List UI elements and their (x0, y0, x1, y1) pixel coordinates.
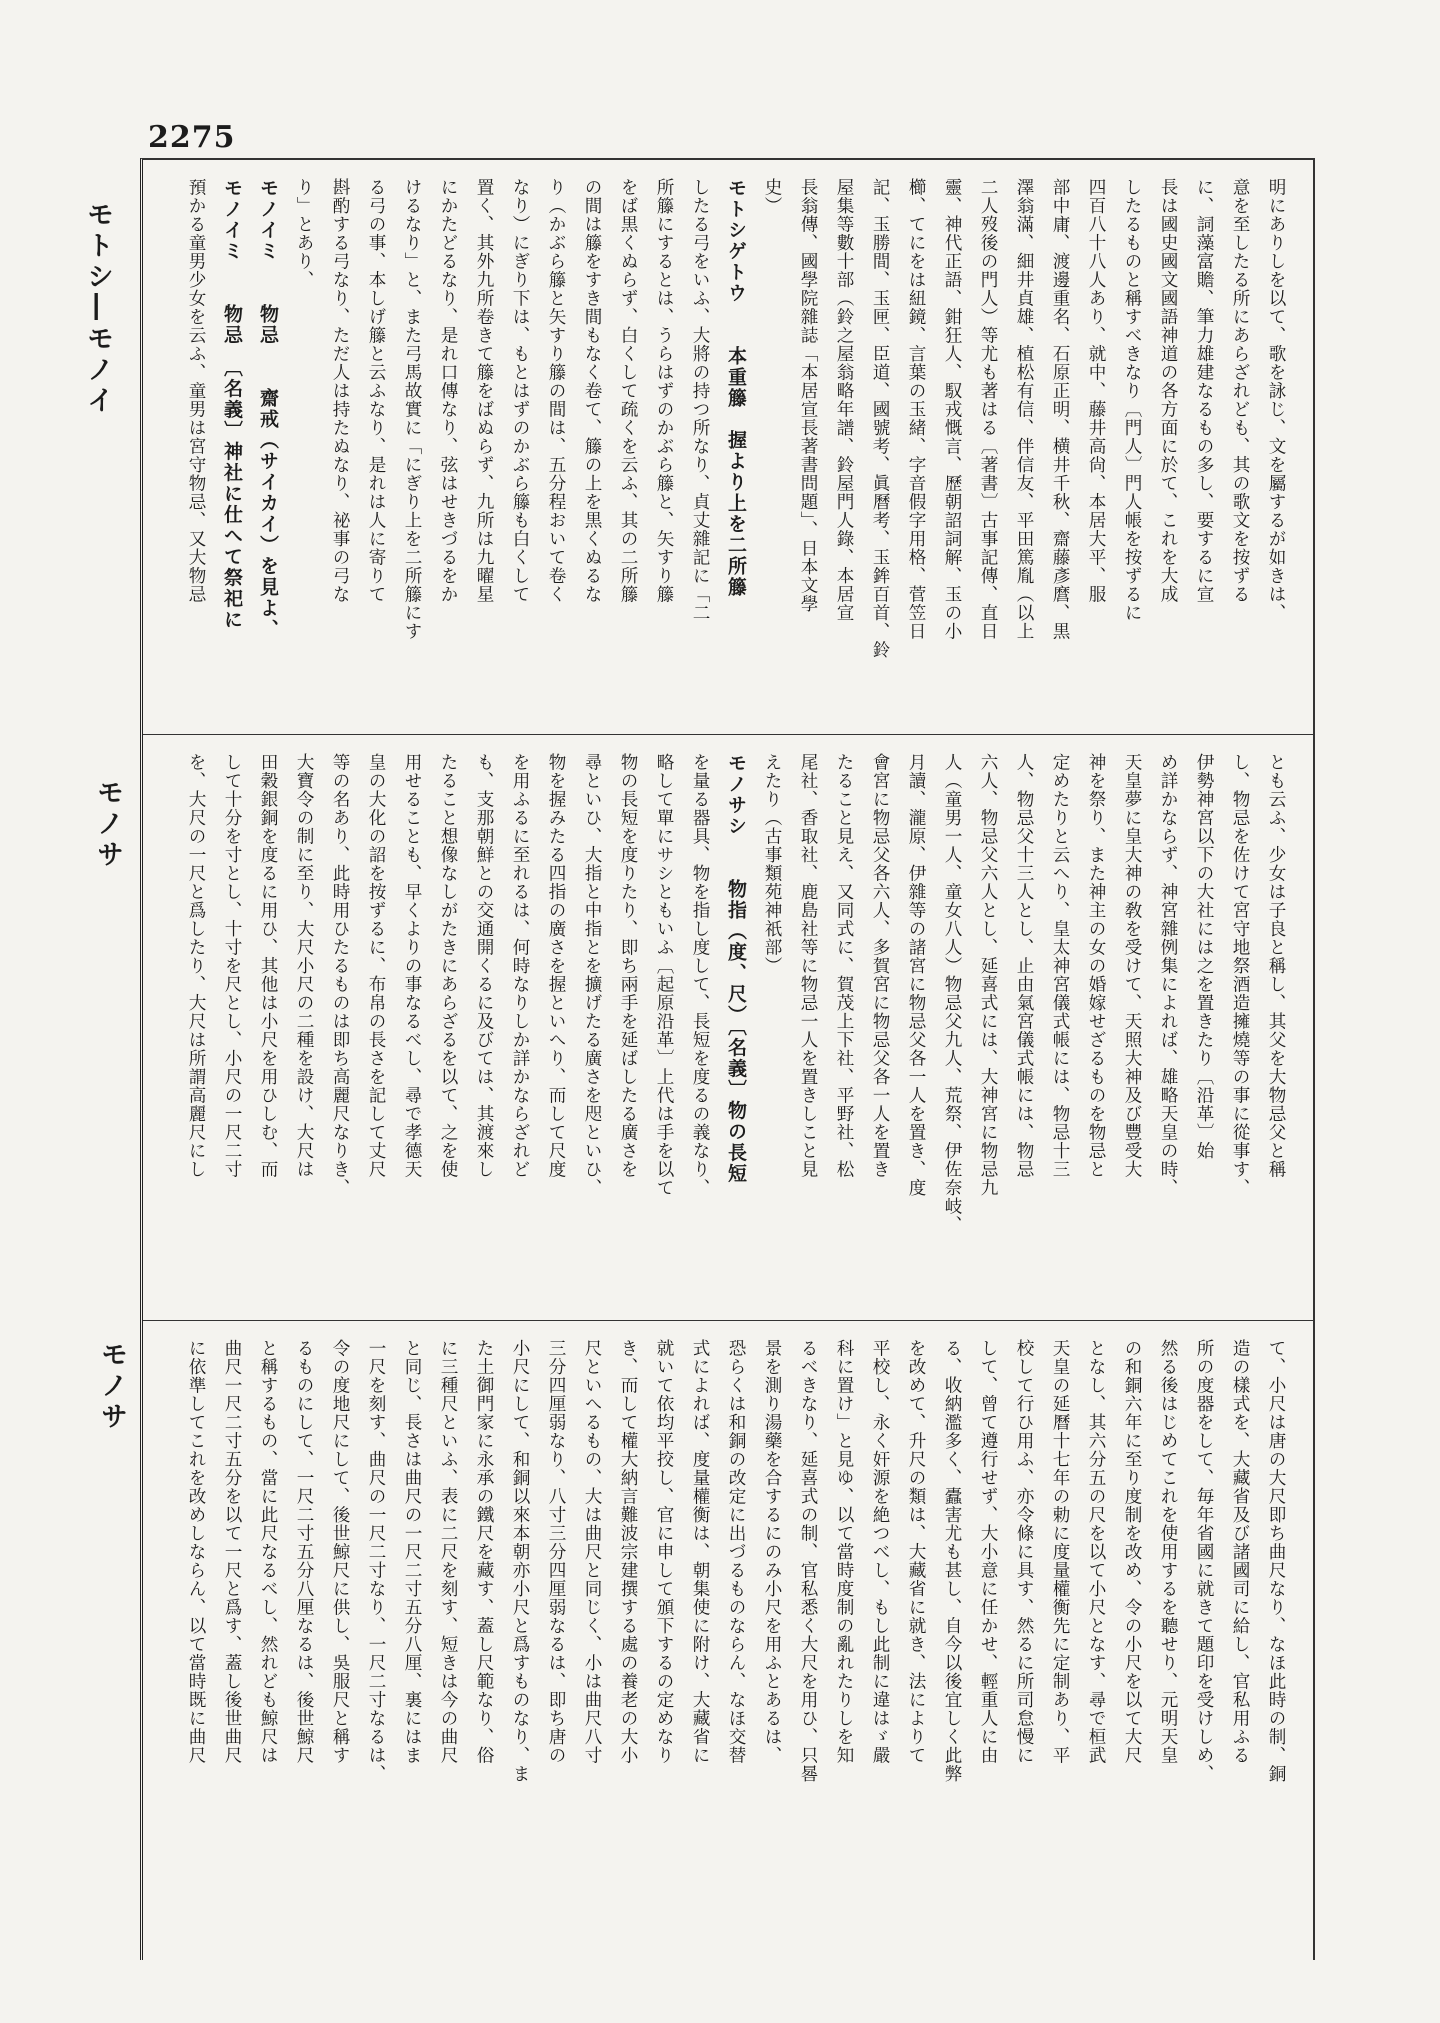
running-head-middle: モノサ (92, 778, 123, 871)
text-frame (140, 158, 1315, 1960)
text-column: 月讀、瀧原、伊雜等の諸宮に物忌父各一人を置き、度 (906, 753, 926, 1197)
text-column: 靈、神代正語、鉗狂人、馭戎慨言、歷朝詔詞解、玉の小 (942, 178, 962, 641)
text-column: 人、物忌父十三人とし、止由氣宮儀式帳には、物忌 (1014, 753, 1034, 1179)
text-column: し、物忌を佐けて宮守地祭酒造擁燒等の事に從事す、 (1230, 753, 1250, 1197)
text-column: 物を握みたる四指の廣さを握といへり、而して尺度 (546, 753, 566, 1179)
entry-headword-line: モノイミ 物忌 齋戒（サイカイ）を見よ、 (257, 178, 279, 640)
text-column: 一尺を刻す、曲尺の一尺二寸なり、一尺二寸なるは、 (366, 1339, 386, 1783)
text-column: 尺といへるもの、大は曲尺と同じく、小は曲尺八寸 (582, 1339, 602, 1765)
text-column: となし、其六分五の尺を以て小尺となす、尋で桓武 (1086, 1339, 1106, 1765)
entry-headword-line: モノサシ 物指（度、尺）〔名義〕物の長短 (725, 753, 747, 1185)
text-column: 略して單にサシともいふ〔起原沿革〕上代は手を以て (654, 753, 674, 1197)
text-column: したる弓をいふ、大將の持つ所なり、貞丈雜記に「二 (690, 178, 710, 622)
text-column: して十分を寸とし、十寸を尺とし、小尺の一尺二寸 (222, 753, 242, 1179)
text-column: をば黒くぬらず、白くして疏くを云ふ、其の二所籐 (618, 178, 638, 604)
text-column: 尾社、香取社、鹿島社等に物忌一人を置きしこと見 (798, 753, 818, 1179)
text-column: たること見え、又同式に、賀茂上下社、平野社、松 (834, 753, 854, 1179)
text-column: 定めたりと云へり、皇太神宮儀式帳には、物忌十三 (1050, 753, 1070, 1179)
text-column: 部中庸、渡邊重名、石原正明、横井千秋、齋藤彥麿、黒 (1050, 178, 1070, 641)
text-column: て、小尺は唐の大尺即ち曲尺なり、なほ此時の制、銅 (1266, 1339, 1286, 1783)
text-column: に依準してこれを改めしならん、以て當時既に曲尺 (186, 1339, 206, 1765)
text-band-upper (143, 160, 1313, 732)
text-column: 所の度器をして、毎年省國に就きて題印を受けしめ、 (1194, 1339, 1214, 1783)
text-column: と同じ、長さは曲尺の一尺二寸五分八厘、裏にはま (402, 1339, 422, 1765)
text-column: 皇の大化の詔を按ずるに、布帛の長さを記して丈尺 (366, 753, 386, 1179)
entry-headword-line: モトシゲトウ 本重籐 握より上を二所籐 (725, 178, 747, 598)
text-column: るものにして、一尺二寸五分八厘なるは、後世鯨尺 (294, 1339, 314, 1765)
text-column: る、收納濫多く、蠹害尤も甚し、自今以後宜しく此弊 (942, 1339, 962, 1783)
text-column: 斟酌する弓なり、ただ人は持たぬなり、祕事の弓な (330, 178, 350, 604)
text-column: 置く、其外九所卷きて籐をばぬらず、九所は九曜星 (474, 178, 494, 604)
text-column: 校して行ひ用ふ、亦令條に具す、然るに所司怠慢に (1014, 1339, 1034, 1765)
text-column: き、而して權大納言難波宗建撰する處の養老の大小 (618, 1339, 638, 1765)
text-column: 平校し、永く奸源を絶つべし、もし此制に違はゞ嚴 (870, 1339, 890, 1765)
text-column: 所籐にするとは、うらはずのかぶら籐と、矢すり籐 (654, 178, 674, 604)
text-column: けるなり」と、また弓馬故實に「にぎり上を二所籐にす (402, 178, 422, 641)
text-band-middle (143, 734, 1313, 1318)
text-column: め詳かならず、神宮雜例集によれば、雄略天皇の時、 (1158, 753, 1178, 1197)
text-column: 式によれば、度量權衡は、朝集使に附け、大藏省に (690, 1339, 710, 1765)
text-column: 神を祭り、また神主の女の婚嫁せざるものを物忌と (1086, 753, 1106, 1179)
text-column: た土御門家に永承の鐵尺を藏す、蓋し尺範なり、俗 (474, 1339, 494, 1765)
text-column: して、曾て遵行せず、大小意に任かせ、輕重人に由 (978, 1339, 998, 1765)
text-column: 就いて依均平挍し、官に申して頒下するの定めなり (654, 1339, 674, 1765)
text-column: 明にありしを以て、歌を詠じ、文を屬するが如きは、 (1266, 178, 1286, 622)
text-column: るべきなり、延喜式の制、官私悉く大尺を用ひ、只晷 (798, 1339, 818, 1783)
text-column: 天皇夢に皇大神の敎を受けて、天照大神及び豐受大 (1122, 753, 1142, 1179)
text-column: 科に置け」と見ゆ、以て當時度制の亂れたりしを知 (834, 1339, 854, 1765)
text-column: に、詞藻富贍、筆力雄建なるもの多し、要するに宣 (1194, 178, 1214, 604)
text-column: 長翁傳、國學院雜誌「本居宣長著書問題」、日本文學 (798, 178, 818, 614)
text-column: も、支那朝鮮との交通開くるに及びては、其渡來し (474, 753, 494, 1179)
text-column: にかたどるなり、是れ口傳なり、弦はせきづるをか (438, 178, 458, 604)
text-column: 然る後はじめてこれを使用するを聽せり、元明天皇 (1158, 1339, 1178, 1765)
text-column: 六人、物忌父六人とし、延喜式には、大神宮に物忌九 (978, 753, 998, 1197)
text-column: 用せることも、早くよりの事なるべし、尋で孝德天 (402, 753, 422, 1179)
entry-headword-line: モノイミ 物忌 〔名義〕神社に仕へて祭祀に (221, 178, 243, 631)
text-column: 預かる童男少女を云ふ、童男は宮守物忌、又大物忌 (186, 178, 206, 604)
text-column: る弓の事、本しげ籐と云ふなり、是れは人に寄りて (366, 178, 386, 604)
text-column: 澤翁滿、細井貞雄、植松有信、伴信友、平田篤胤（以上 (1014, 178, 1034, 641)
text-column: 意を至したる所にあらざれども、其の歌文を按ずる (1230, 178, 1250, 604)
text-column: 三分四厘弱なり、八寸三分四厘弱なるは、即ち唐の (546, 1339, 566, 1765)
text-column: 櫛、てにをは紐鏡、言葉の玉緒、字音假字用格、菅笠日 (906, 178, 926, 641)
text-column: 田穀銀銅を度るに用ひ、其他は小尺を用ひしむ、而 (258, 753, 278, 1179)
text-column: 尋といひ、大指と中指とを擴げたる廣さを咫といひ、 (582, 753, 602, 1197)
text-column: 小尺にして、和銅以來本朝亦小尺と爲すものなり、ま (510, 1339, 530, 1783)
text-column: を用ふるに至れるは、何時なりしか詳かならざれど (510, 753, 530, 1179)
text-column: に三種尺といふ、表に二尺を刻す、短きは今の曲尺 (438, 1339, 458, 1765)
text-column: なり）にぎり下は、もとはずのかぶら籐も白くして (510, 178, 530, 604)
text-column: 記、玉勝間、玉匣、臣道、國號考、眞曆考、玉鉾百首、鈴 (870, 178, 890, 659)
text-column: り」とあり、 (294, 178, 314, 289)
text-column: したるものと稱すべきなり〔門人〕門人帳を按ずるに (1122, 178, 1142, 622)
text-column: 天皇の延曆十七年の勅に度量權衡先に定制あり、平 (1050, 1339, 1070, 1765)
text-column: の間は籐をすき間もなく卷て、籐の上を黒くぬるな (582, 178, 602, 604)
text-column: り（かぶら籐と矢すり籐の間は、五分程おいて卷く (546, 178, 566, 604)
text-column: を量る器具、物を指し度して、長短を度るの義なり、 (690, 753, 710, 1197)
text-column: を、大尺の一尺と爲したり、大尺は所謂高麗尺にし (186, 753, 206, 1179)
text-column: 造の樣式を、大藏省及び諸國司に給し、官私用ふる (1230, 1339, 1250, 1765)
text-column: 令の度地尺にして、後世鯨尺に供し、吳服尺と稱す (330, 1339, 350, 1765)
text-column: 長は國史國文國語神道の各方面に於て、これを大成 (1158, 178, 1178, 604)
text-column: 大寶令の制に至り、大尺小尺の二種を設け、大尺は (294, 753, 314, 1179)
text-band-lower (143, 1320, 1313, 1960)
running-head-upper: モトシ―モノイ (82, 200, 113, 417)
text-column: 人（童男一人、童女八人）物忌父九人、荒祭、伊佐奈岐、 (942, 753, 962, 1234)
text-column: 等の名あり、此時用ひたるものは即ち高麗尺なりき、 (330, 753, 350, 1197)
text-column: えたり（古事類苑神祇部） (762, 753, 782, 975)
text-column: 四百八十八人あり、就中、藤井高尙、本居大平、服 (1086, 178, 1106, 604)
text-column: 曲尺一尺二寸五分を以て一尺と爲す、蓋し後世曲尺 (222, 1339, 242, 1765)
text-column: 會宮に物忌父各六人、多賀宮に物忌父各一人を置き (870, 753, 890, 1179)
text-column: の和銅六年に至り度制を改め、令の小尺を以て大尺 (1122, 1339, 1142, 1765)
page-number: 2275 (148, 120, 236, 155)
text-column: 史） (762, 178, 782, 215)
text-column: とも云ふ、少女は子良と稱し、其父を大物忌父と稱 (1266, 753, 1286, 1179)
text-column: 景を測り湯藥を合するにのみ小尺を用ふとあるは、 (762, 1339, 782, 1765)
text-column: 物の長短を度りたり、即ち兩手を延ばしたる廣さを (618, 753, 638, 1179)
text-column: 二人歿後の門人）等尤も著はる〔著書〕古事記傳、直日 (978, 178, 998, 641)
text-column: 伊勢神宮以下の大社には之を置きたり〔沿革〕始 (1194, 753, 1214, 1160)
text-column: 屋集等數十部（鈴之屋翁略年譜、鈴屋門人錄、本居宣 (834, 178, 854, 622)
text-column: を改めて、升尺の類は、大藏省に就き、法によりて (906, 1339, 926, 1765)
text-column: と稱するもの、當に此尺なるべし、然れども鯨尺は (258, 1339, 278, 1765)
text-column: たること想像なしがたきにあらざるを以て、之を使 (438, 753, 458, 1179)
running-head-lower: モノサ (96, 1340, 127, 1433)
text-column: 恐らくは和銅の改定に出づるものならん、なほ交替 (726, 1339, 746, 1765)
